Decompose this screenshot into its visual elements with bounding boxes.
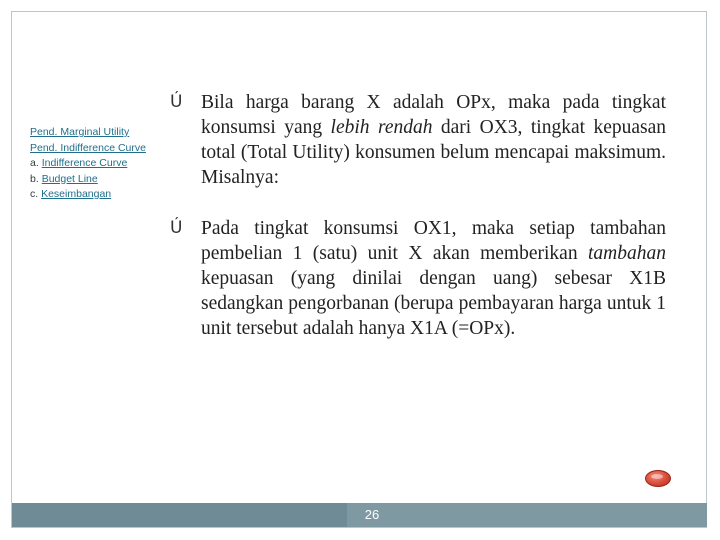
bullet-text-part: dari OX3, tingkat kepuasan total (Total Utility) konsumen belum mencapai maksimum. Misalnya: [201, 117, 666, 188]
button-highlight [651, 474, 663, 479]
page-number: 26 [364, 507, 380, 522]
bullet-item [170, 216, 666, 341]
sidebar-nav [30, 125, 180, 203]
sidebar-link-indifference-curve[interactable]: Indifference Curve [41, 157, 128, 169]
sidebar-link-marginal-utility[interactable]: Pend. Marginal Utility [30, 126, 130, 138]
sidebar-item-prefix: a. [30, 157, 42, 169]
sidebar-link-indifference-curve-intro[interactable]: Pend. Indifference Curve [30, 141, 146, 154]
footer-left-block [12, 503, 347, 527]
footer-bar [12, 503, 707, 527]
bullet-arrow-icon: Ú [170, 92, 183, 112]
red-oval-button-icon[interactable] [645, 470, 671, 487]
sidebar-item-budget-line [30, 172, 180, 188]
bullet-text-part: Pada tingkat konsumsi OX1, maka setiap tambahan pembelian 1 (satu) unit X akan memberikan [201, 218, 666, 264]
bullet-text-part: Bila harga barang X adalah OPx, maka pada tingkat konsumsi yang [201, 92, 666, 138]
sidebar-item-indifference-curve-intro [30, 141, 180, 157]
bullet-text [201, 218, 666, 339]
bullet-text-emphasis: tambahan [588, 243, 666, 264]
sidebar-item-indifference-curve [30, 156, 180, 172]
bullet-text [201, 92, 666, 188]
sidebar-item-prefix: c. [30, 188, 42, 200]
sidebar-item-prefix: b. [30, 172, 42, 185]
bullet-arrow-icon: Ú [170, 218, 183, 238]
sidebar-link-keseimbangan[interactable]: Keseimbangan [41, 188, 112, 200]
sidebar-link-budget-line[interactable]: Budget Line [41, 172, 98, 185]
bullet-item [170, 90, 666, 190]
sidebar-item-keseimbangan [30, 187, 180, 203]
bullet-text-emphasis: lebih rendah [330, 117, 433, 138]
sidebar-item-marginal-utility [30, 125, 180, 141]
slide-content [170, 90, 666, 341]
bullet-text-part: kepuasan (yang dinilai dengan uang) sebesar X1B sedangkan pengorbanan (berupa pembayaran harga untuk 1 unit tersebut adalah hanya X1A (=OPx). [201, 268, 666, 339]
